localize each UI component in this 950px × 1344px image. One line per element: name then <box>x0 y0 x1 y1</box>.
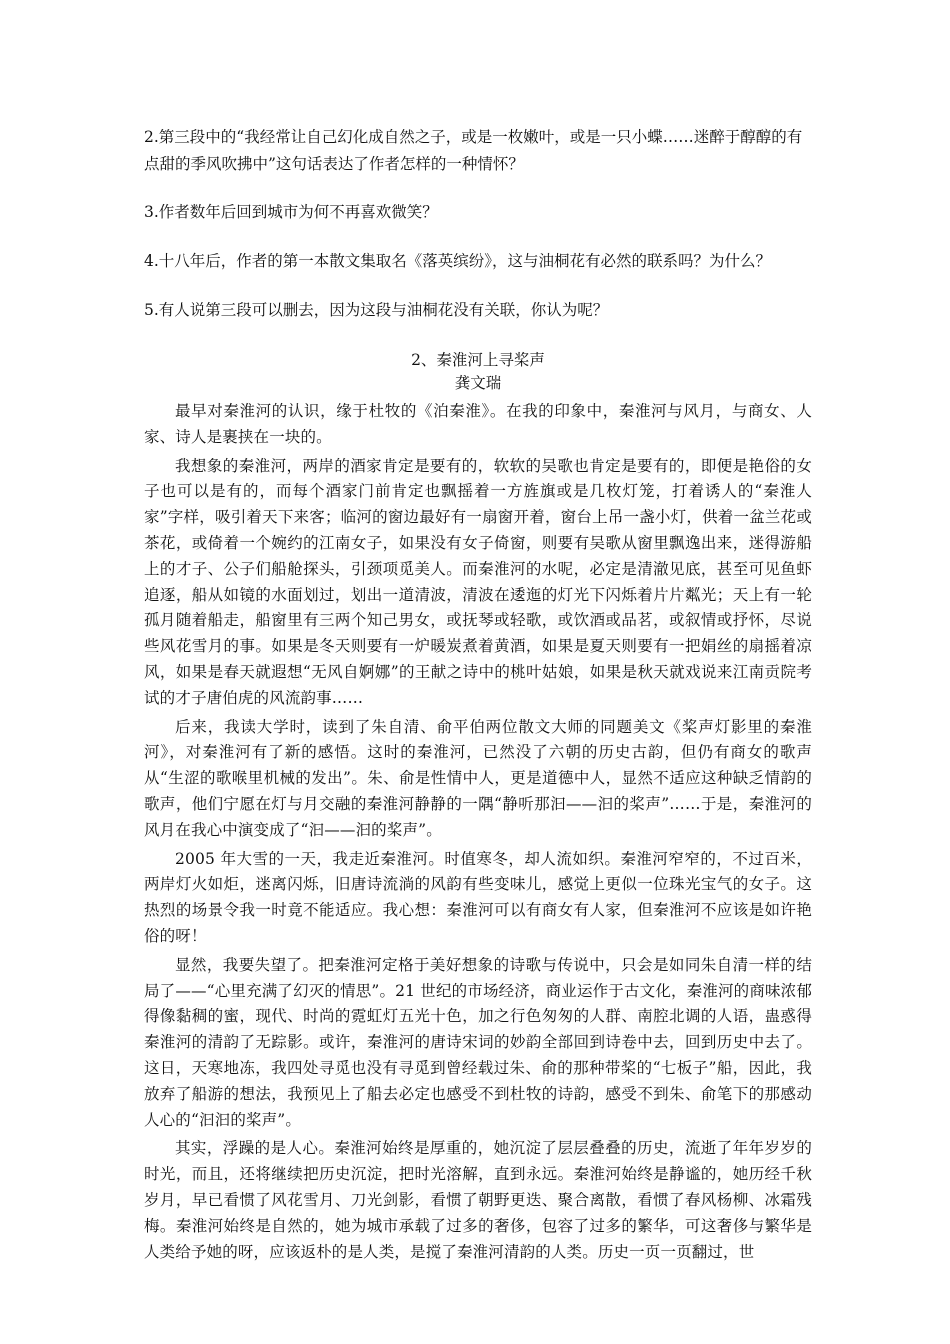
article-paragraph-3: 后来，我读大学时，读到了朱自清、俞平伯两位散文大师的同题美文《桨声灯影里的秦淮河》，对秦淮河有了新的感悟。这时的秦淮河，已然没了六朝的历史古韵，但仍有商女的歌声从“生涩的歌喉里机械的发出”。朱、俞是性情中人，更是道德中人，显然不适应这种缺乏情韵的歌声，他们宁愿在灯与月交融的秦淮河静静的一隅“静听那汩——汩的桨声”……于是，秦淮河的风月在我心中演变成了“汩——汩的桨声”。 <box>144 717 812 839</box>
article-title: 2、秦淮河上寻桨声 <box>411 351 545 369</box>
article-paragraph-5: 显然，我要失望了。把秦淮河定格于美好想象的诗歌与传说中，只会是如同朱自清一样的结局了——“心里充满了幻灭的情思”。21 世纪的市场经济，商业运作于古文化，秦淮河的商味浓郁得像黏稠的蜜，现代、时尚的霓虹灯五光十色，加之行色匆匆的人群、南腔北调的人语，蛊惑得秦淮河的清韵了无踪影。或许，秦淮河的唐诗宋词的妙韵全部回到诗卷中去，回到历史中去了。这日，天寒地冻，我四处寻觅也没有寻觅到曾经载过朱、俞的那种带桨的“七板子”船，因此，我放弃了船游的想法，我预见上了船去必定也感受不到杜牧的诗韵，感受不到朱、俞笔下的那感动人心的“汩汩的桨声”。 <box>144 955 812 1129</box>
article-author: 龚文瑞 <box>454 374 502 392</box>
article-paragraph-4: 2005 年大雪的一天，我走近秦淮河。时值寒冬，却人流如织。秦淮河窄窄的，不过百米，两岸灯火如炬，迷离闪烁，旧唐诗流淌的风韵有些变味儿，感觉上更似一位珠光宝气的女子。这热烈的场景令我一时竟不能适应。我心想：秦淮河可以有商女有人家，但秦淮河不应该是如许艳俗的呀！ <box>144 849 812 945</box>
question-2: 2.第三段中的“我经常让自己幻化成自然之子，或是一枚嫩叶，或是一只小蝶……迷醉于醇醇的有点甜的季风吹拂中”这句话表达了作者怎样的一种情怀？ <box>144 128 803 173</box>
question-5: 5.有人说第三段可以删去，因为这段与油桐花没有关联，你认为呢？ <box>144 301 609 319</box>
article-paragraph-1: 最早对秦淮河的认识，缘于杜牧的《泊秦淮》。在我的印象中，秦淮河与风月，与商女、人家、诗人是裹挟在一块的。 <box>144 402 812 446</box>
article-body <box>144 399 812 1268</box>
article-paragraph-2: 我想象的秦淮河，两岸的酒家肯定是要有的，软软的吴歌也肯定是要有的，即便是艳俗的女子也可以是有的，而每个酒家门前肯定也飘摇着一方旌旗或是几枚灯笼，打着诱人的“秦淮人家”字样，吸引着天下来客；临河的窗边最好有一扇窗开着，窗台上吊一盏小灯，供着一盆兰花或茶花，或倚着一个婉约的江南女子，如果没有女子倚窗，则要有吴歌从窗里飘逸出来，迷得游船上的才子、公子们船舱探头，引颈项觅美人。而秦淮河的水呢，必定是清澈见底，甚至可见鱼虾追逐，船从如镜的水面划过，划出一道清波，清波在逶迤的灯光下闪烁着片片粼光；天上有一轮孤月随着船走，船窗里有三两个知己男女，或抚琴或轻歌，或饮酒或品茗，或叙情或抒怀，尽说些风花雪月的事。如果是冬天则要有一炉暖炭煮着黄酒，如果是夏天则要有一把娟丝的扇摇着凉风，如果是春天就遐想“无风自婀娜”的王献之诗中的桃叶姑娘，如果是秋天就戏说来江南贡院考试的才子唐伯虎的风流韵事…… <box>144 456 812 707</box>
question-3: 3.作者数年后回到城市为何不再喜欢微笑？ <box>144 203 438 221</box>
question-4: 4.十八年后，作者的第一本散文集取名《落英缤纷》，这与油桐花有必然的联系吗？为什么？ <box>144 252 772 270</box>
article-paragraph-6: 其实，浮躁的是人心。秦淮河始终是厚重的，她沉淀了层层叠叠的历史，流逝了年年岁岁的时光，而且，还将继续把历史沉淀，把时光溶解，直到永远。秦淮河始终是静谧的，她历经千秋岁月，早已看惯了风花雪月、刀光剑影，看惯了朝野更迭、聚合离散，看惯了春风杨柳、冰霜残梅。秦淮河始终是自然的，她为城市承载了过多的奢侈，包容了过多的繁华，可这奢侈与繁华是人类给予她的呀，应该返朴的是人类，是搅了秦淮河清韵的人类。历史一页一页翻过，世 <box>144 1139 812 1261</box>
